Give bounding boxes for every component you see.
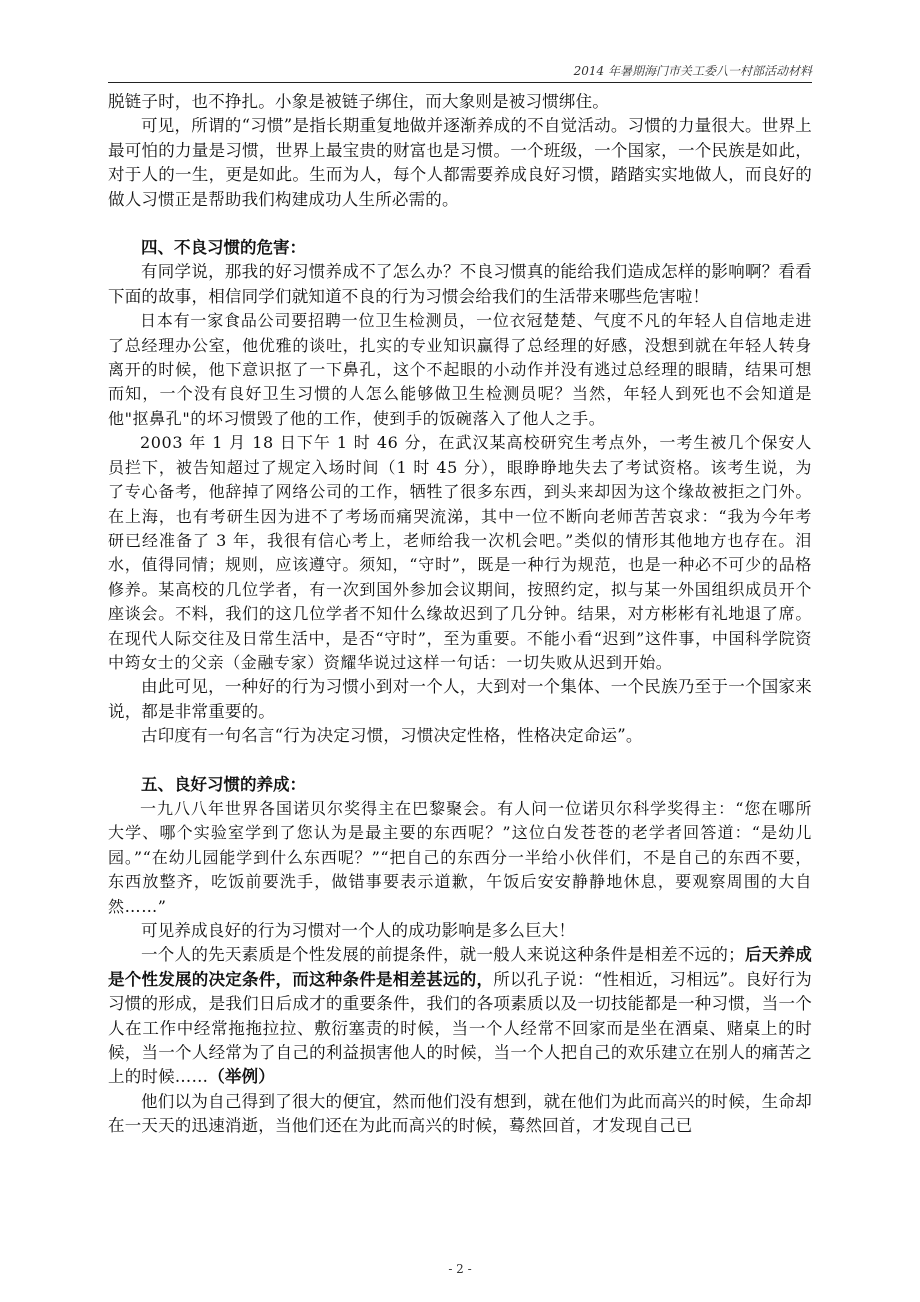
paragraph: 有同学说，那我的好习惯养成不了怎么办？不良习惯真的能给我们造成怎样的影响啊？看看下面的故事，相信同学们就知道不良的行为习惯会给我们的生活带来哪些危害啦！ — [108, 262, 812, 306]
section-heading-4: 四、不良习惯的危害： — [141, 238, 306, 258]
paragraph: 古印度有一句名言“行为决定习惯，习惯决定性格，性格决定命运”。 — [141, 726, 643, 746]
paragraph: 可见养成良好的行为习惯对一个人的成功影响是多么巨大！ — [141, 921, 576, 940]
section-heading-5: 五、良好习惯的养成： — [141, 774, 306, 794]
story-paragraph: 2003 年 1 月 18 日下午 1 时 46 分，在武汉某高校研究生考点外，一考生被几个保安人员拦下，被告知超过了规定入场时间（1 时 45 分），眼睁睁地失去了考试资格。该考生说，为了专心备考，他辞掉了网络公司的工作，牺牲了很多东西，到头来却因为这个缘故被拒之门外。在上海，也有考研生因为进不了考场而痛哭流涕，其中一位不断向老师苦苦哀求：“我为今年考研已经准备了 3 年，我很有信心考上，老师给我一次机会吧。”类似的情形其他地方也存在。泪水，值得同情；规则，应该遵守。须知，“守时”，既是一种行为规范，也是一种必不可少的品格修养。某高校的几位学者，有一次到国外参加会议期间，按照约定，拟与某一外国组织成员开个座谈会。不料，我们的这几位学者不知什么缘故迟到了几分钟。结果，对方彬彬有礼地退了席。在现代人际交往及日常生活中，是否“守时”，至为重要。不能小看“迟到”这件事，中国科学院资中筠女士的父亲（金融专家）资耀华说过这样一句话：一切失败从迟到开始。 — [108, 433, 812, 672]
story-paragraph: 日本有一家食品公司要招聘一位卫生检测员，一位衣冠楚楚、气度不凡的年轻人自信地走进了总经理办公室，他优雅的谈吐，扎实的专业知识赢得了总经理的好感，没想到就在年轻人转身离开的时候，他下意识抠了一下鼻孔，这个不起眼的小动作并没有逃过总经理的眼睛，结果可想而知，一个没有良好卫生习惯的人怎么能够做卫生检测员呢？当然，年轻人到死也不会知道是他"抠鼻孔"的坏习惯毁了他的工作，使到手的饭碗落入了他人之手。 — [108, 311, 812, 428]
document-body — [108, 90, 812, 1139]
bold-text-run: （举例） — [208, 1067, 276, 1087]
paragraph: 由此可见，一种好的行为习惯小到对一个人，大到对一个集体、一个民族乃至于一个国家来说，都是非常重要的。 — [108, 677, 812, 721]
header-divider — [108, 82, 812, 83]
spacer — [108, 212, 812, 236]
spacer — [108, 749, 812, 773]
story-paragraph: 一九八八年世界各国诺贝尔奖得主在巴黎聚会。有人问一位诺贝尔科学奖得主：“您在哪所大学、哪个实验室学到了您认为是最主要的东西呢？”这位白发苍苍的老学者回答道：“是幼儿园。”“在幼儿园能学到什么东西呢？”“把自己的东西分一半给小伙伴们，不是自己的东西不要，东西放整齐，吃饭前要洗手，做错事要表示道歉，午饭后安安静静地休息，要观察周围的大自然……” — [108, 798, 812, 916]
paragraph: 可见，所谓的“习惯”是指长期重复地做并逐渐养成的不自觉活动。习惯的力量很大。世界上最可怕的力量是习惯，世界上最宝贵的财富也是习惯。一个班级，一个国家，一个民族是如此，对于人的一生，更是如此。生而为人，每个人都需要养成良好习惯，踏踏实实地做人，而良好的做人习惯正是帮助我们构建成功人生所必需的。 — [108, 116, 812, 209]
text-run: 所以孔子说：“性相近，习相远”。良好行为习惯的形成，是我们日后成才的重要条件，我们的各项素质以及一切技能都是一种习惯，当一个人在工作中经常拖拖拉拉、敷衍塞责的时候，当一个人经常不回家而是坐在酒桌、赌桌上的时候，当一个人经常为了自己的利益损害他人的时候，当一个人把自己的欢乐建立在别人的痛苦之上的时候…… — [108, 969, 813, 1087]
paragraph: 他们以为自己得到了很大的便宜，然而他们没有想到，就在他们为此而高兴的时候，生命却在一天天的迅速消逝，当他们还在为此而高兴的时候，蓦然回首，才发现自己已 — [108, 1091, 812, 1136]
text-run: 一个人的先天素质是个性发展的前提条件，就一般人来说这种条件是相差不远的； — [141, 945, 745, 965]
paragraph: 脱链子时，也不挣扎。小象是被链子绑住，而大象则是被习惯绑住。 — [108, 92, 609, 111]
paragraph — [108, 943, 812, 1089]
page-header: 2014 年暑期海门市关工委八一村部活动材料 — [573, 64, 812, 78]
bold-text-run: 后天养成是个性发展的决定条件，而这种条件是相差甚远的， — [108, 945, 812, 989]
page-number: - 2 - — [448, 1262, 472, 1276]
